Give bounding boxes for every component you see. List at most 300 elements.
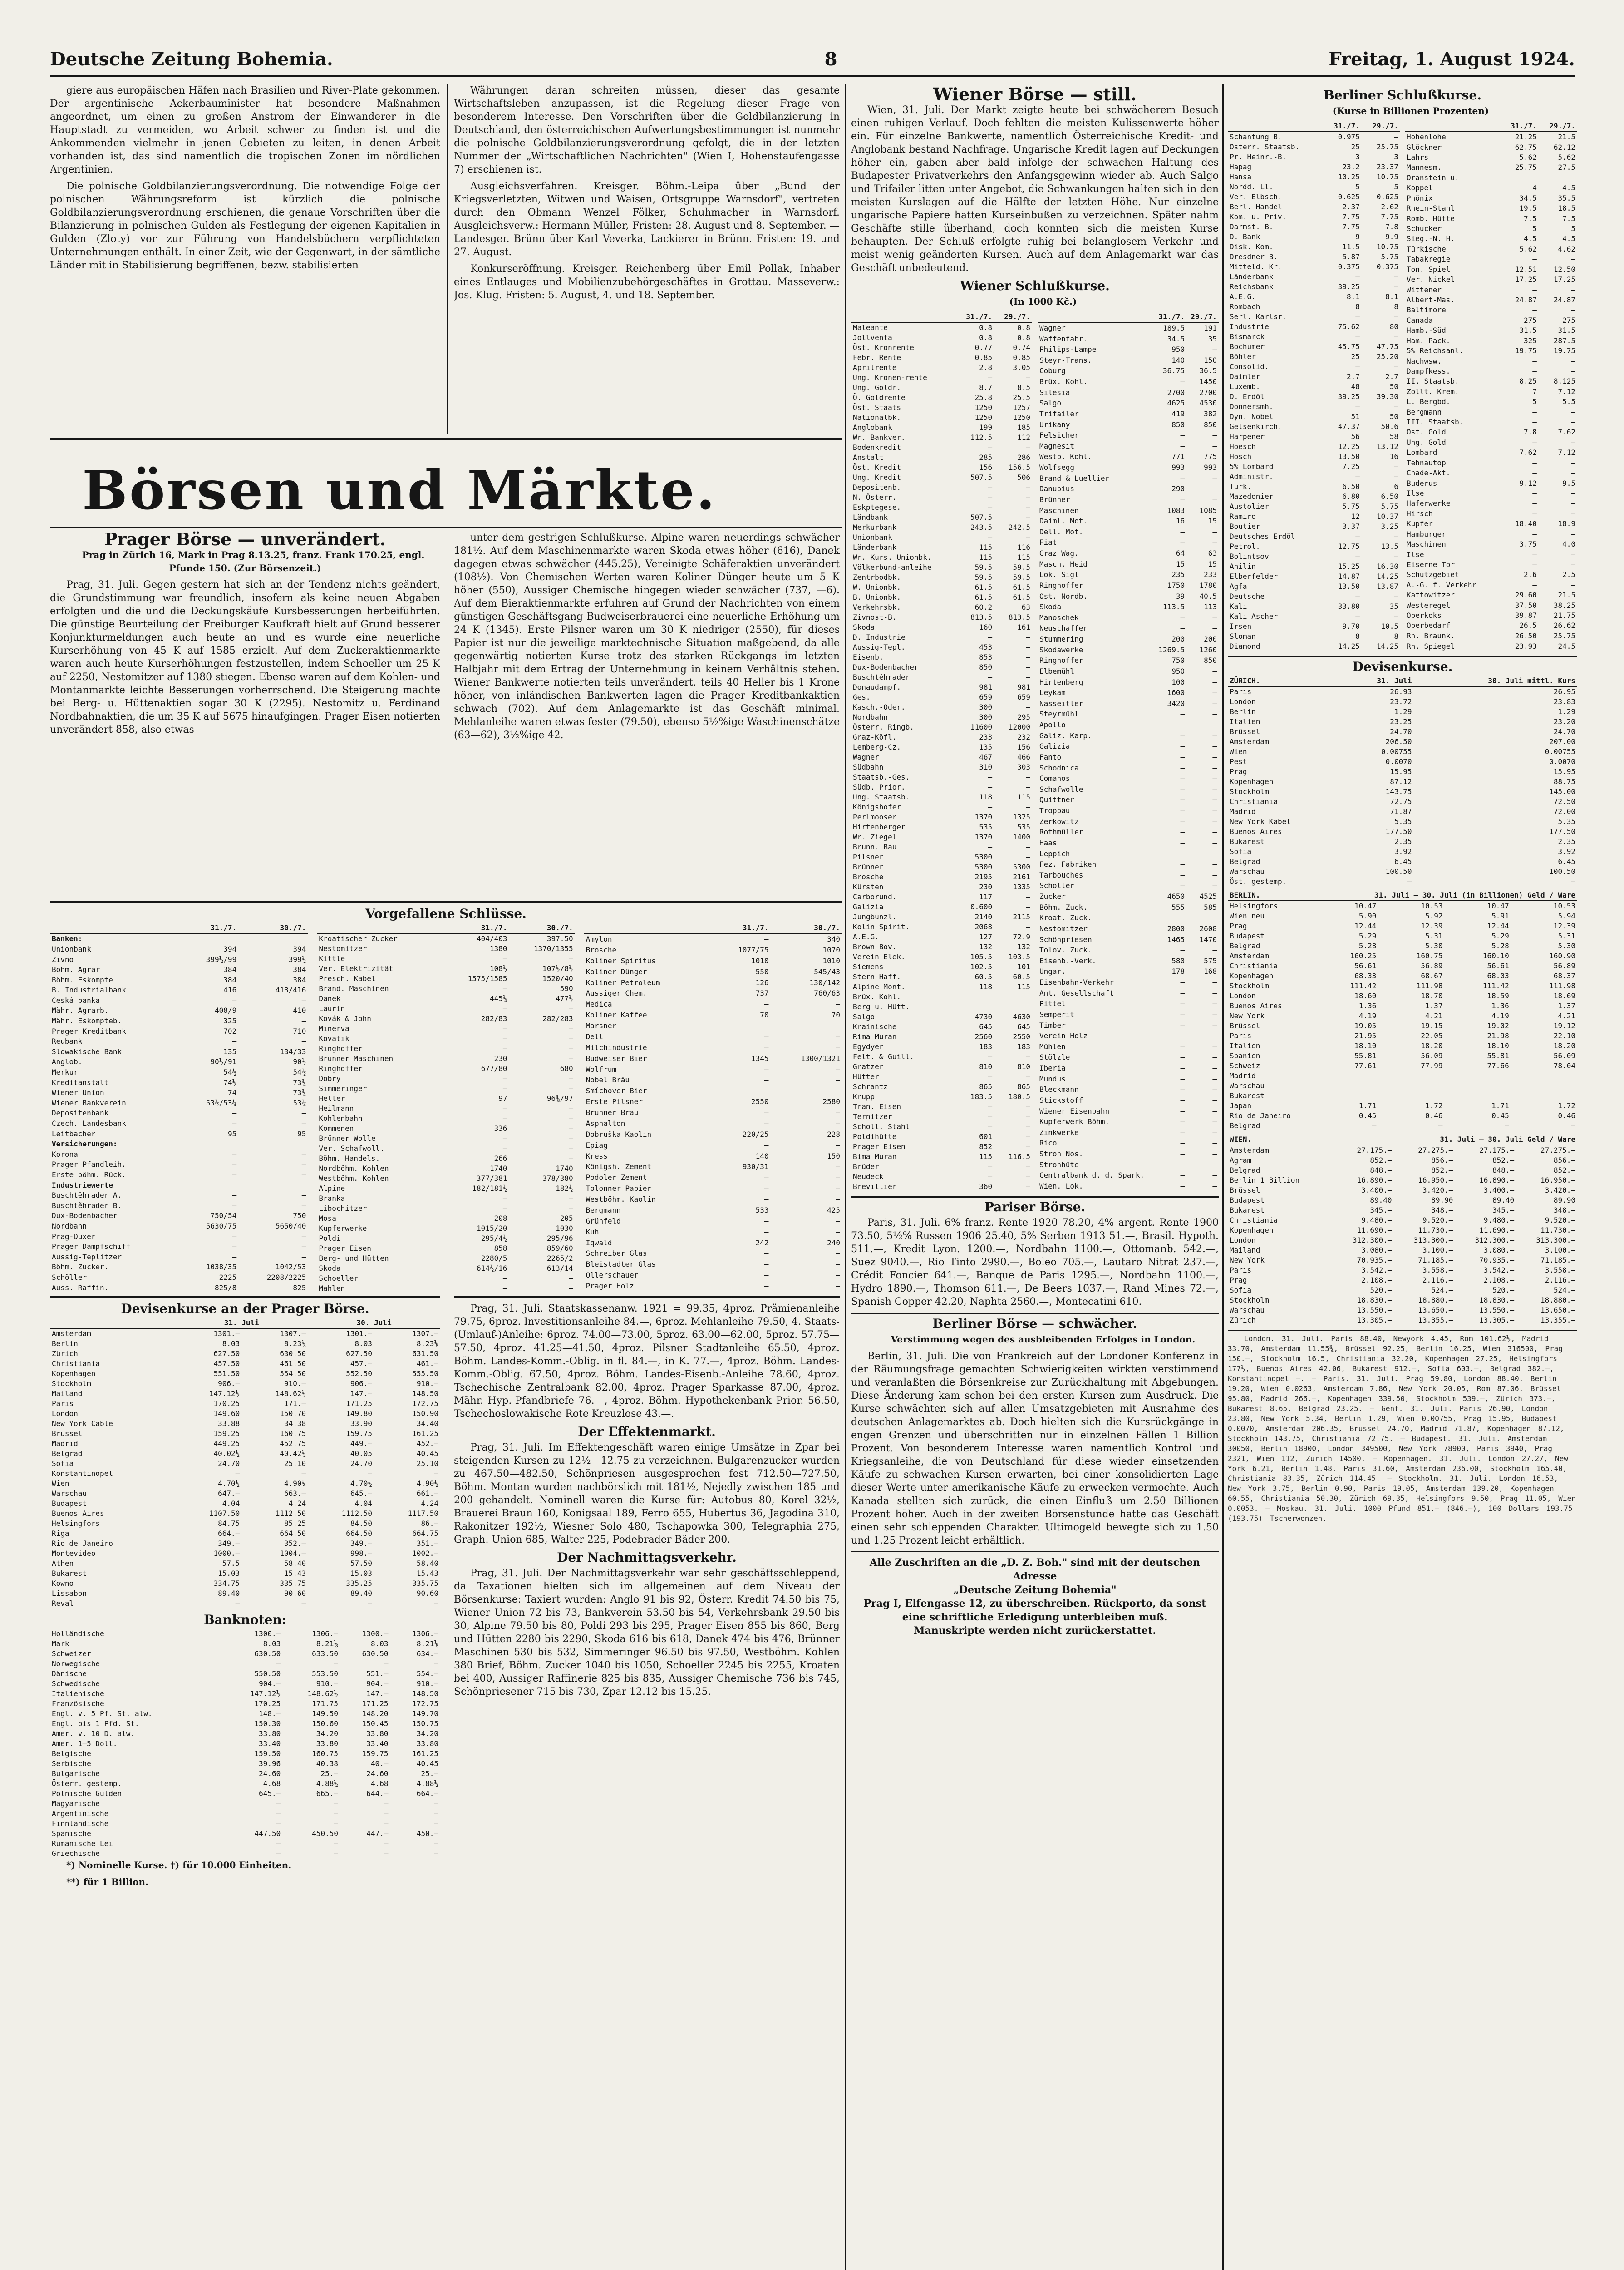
row-value: 2550 [1013, 1032, 1030, 1041]
row-value: — [836, 1271, 840, 1280]
row-value: 13.550.— [1357, 1306, 1392, 1314]
row-label: Laurin [319, 1004, 345, 1013]
row-value: 3.542.— [1483, 1266, 1515, 1274]
row-value: 15 [1176, 559, 1185, 568]
table-row [1405, 265, 1577, 275]
row-value: — [1571, 458, 1575, 467]
row-value: — [1212, 1064, 1217, 1072]
row-label: Koliner Spiritus [586, 956, 656, 965]
row-value: 910.— [416, 1679, 438, 1688]
row-value: 10.53 [1421, 902, 1443, 910]
row-value: 149.50 [312, 1709, 338, 1718]
row-value: — [276, 1809, 281, 1818]
row-value: — [1180, 913, 1185, 923]
table-row [1405, 549, 1577, 559]
row-value: — [1180, 1074, 1185, 1083]
row-value: — [1212, 913, 1217, 923]
table-row [1228, 1285, 1577, 1295]
row-value: 57.5 [222, 1559, 240, 1568]
row-value: — [569, 1034, 573, 1043]
row-label: Ung. Kredit [853, 473, 901, 482]
table-row [1038, 1116, 1219, 1127]
table-row [1038, 1009, 1219, 1020]
row-value: 12 [1351, 512, 1360, 521]
row-label: Aussig-Tepl. [853, 643, 906, 651]
row-label: New York Kabel [1230, 817, 1291, 826]
row-value: 384 [293, 975, 306, 984]
row-value: 5.75 [1342, 502, 1360, 511]
row-value: 404/403 [477, 934, 507, 943]
row-label: 5% Reichsanl. [1407, 346, 1464, 355]
row-value: 7.62 [1558, 428, 1575, 437]
row-value: 295 [1017, 713, 1030, 721]
row-value: 266 [494, 1154, 507, 1163]
row-value: — [836, 1086, 840, 1096]
row-value: 4530 [1199, 399, 1217, 408]
table-row [1228, 562, 1400, 572]
table-row [50, 1262, 308, 1273]
row-value: 3.400.— [1361, 1186, 1392, 1194]
row-label: Danek [319, 994, 341, 1003]
table-row [851, 543, 1032, 553]
row-value: 447.— [366, 1829, 389, 1838]
table-row [1228, 272, 1400, 282]
row-value: 2280/5 [481, 1254, 507, 1263]
row-value: 10.47 [1354, 902, 1377, 910]
row-value: 115 [1017, 553, 1030, 562]
table-row [317, 994, 575, 1004]
row-label: Grünfeld [586, 1216, 621, 1225]
row-label: Kopenhagen [1230, 972, 1274, 980]
row-value: 60.5 [974, 972, 993, 981]
row-label: Anstalt [853, 453, 884, 462]
prague-currency-block [50, 1296, 440, 2270]
row-label: Industrie [1230, 322, 1269, 331]
row-value: 148.— [259, 1709, 281, 1718]
row-value: — [1372, 1081, 1377, 1090]
row-value: 4.04 [222, 1499, 240, 1508]
row-label: Oberkoks [1407, 611, 1442, 620]
row-value: 7.5 [1562, 214, 1575, 223]
row-value: — [301, 1242, 306, 1251]
row-value: 25 [1351, 143, 1360, 151]
row-value: 1465 [1167, 935, 1185, 944]
row-value: 865 [979, 1082, 993, 1091]
row-value: — [1180, 1064, 1185, 1072]
row-value: 7.12 [1558, 448, 1575, 457]
row-value: — [1212, 699, 1217, 708]
row-label: Königshofer [853, 803, 901, 811]
row-label: Berlin [52, 1339, 78, 1348]
table-row [1228, 1265, 1577, 1275]
row-label: Stickstoff [1039, 1096, 1083, 1105]
row-value: — [569, 1074, 573, 1083]
row-value: 1600 [1167, 688, 1185, 697]
table-row [50, 1190, 308, 1201]
table-row [1228, 1255, 1577, 1265]
berlin-subheading: Verstimmung wegen des ausbleibenden Erfolges in London. [891, 1334, 1196, 1345]
row-value: 7.25 [1342, 462, 1360, 471]
row-value: 5630/75 [206, 1221, 237, 1230]
row-value: 2608 [1199, 924, 1217, 933]
row-value: 22.05 [1421, 1031, 1443, 1040]
row-value: 287.5 [1553, 336, 1575, 345]
row-value: — [301, 1599, 306, 1608]
row-value: 50.6 [1381, 422, 1398, 431]
row-label: Böhm. Handels. [319, 1154, 380, 1163]
table-row [1228, 572, 1400, 582]
row-value: 39 [1176, 592, 1185, 601]
row-value: — [232, 1037, 237, 1046]
table-row [1038, 741, 1219, 752]
row-label: Podoler Zement [586, 1173, 647, 1182]
table-row [1038, 720, 1219, 730]
row-value: — [1026, 992, 1030, 1001]
row-value: 11.690.— [1357, 1226, 1392, 1234]
row-label: Böhm. Zucker. [52, 1263, 109, 1272]
row-value: 147.— [366, 1689, 389, 1698]
table-row [1228, 807, 1577, 817]
row-value: — [1571, 1081, 1575, 1090]
row-value: — [988, 1072, 993, 1081]
row-value: — [1212, 752, 1217, 761]
banknotes-heading: Banknoten: [203, 1612, 287, 1627]
row-value: 61.5 [1013, 583, 1030, 592]
row-value: — [232, 1170, 237, 1179]
row-value: 243.5 [970, 523, 993, 532]
table-row [1405, 213, 1577, 223]
row-value: — [569, 1104, 573, 1113]
table-row [317, 954, 575, 964]
table-row [1038, 1063, 1219, 1074]
row-label: Zürich [52, 1349, 78, 1358]
row-value: 35 [1208, 334, 1217, 343]
row-value: — [836, 1184, 840, 1193]
row-value: — [502, 1284, 507, 1293]
table-row [851, 982, 1032, 992]
table-row [1228, 252, 1400, 262]
row-value: 50 [1389, 412, 1398, 421]
column-divider [447, 84, 448, 434]
table-row [50, 1649, 440, 1659]
table-row [1228, 172, 1400, 182]
row-value: 0.375 [1338, 262, 1360, 271]
row-value: 452.75 [280, 1439, 306, 1448]
row-value: 23.2 [1342, 163, 1360, 171]
row-label: Deutsche [1230, 592, 1265, 601]
row-value: 18.59 [1487, 992, 1509, 1000]
row-value: 580 [1171, 956, 1185, 965]
table-row [50, 1819, 440, 1829]
row-label: Stroh Nos. [1039, 1150, 1083, 1158]
row-value: 551.— [366, 1669, 389, 1678]
row-value: 0.0070 [1549, 757, 1575, 766]
table-row [50, 1016, 308, 1026]
table-row [1405, 183, 1577, 193]
berlin-currency-table: BERLIN. 31. Juli — 30. Juli (in Billionen) Geld / Ware Helsingfors 10.47 10.53 10.47 10.53 Wien neu 5.90 5.92 5.91 5.94 Prag 12.44 12.39 12.44 12.39 Budapest 5.29 5.31 5.29 5.31 Belgrad 5.28 5.30 5.28 5.30 Amsterdam 160.25 160.75 160.10 160.90 Christiania 56.61 56.89 56.61 56.89 Kopenhagen 68.33 68.67 68.03 68.37 Stockholm 111.42 111.98 111.42 111.98 London 18.60 18.70 18.59 18.69 Buenos Aires 1.36 1.37 1.36 1.37 New York 4.19 4.21 4.19 4.21 Brüssel 19.05 19.15 19.02 19.12 Paris 21.95 22.05 21.98 22.10 Italien 18.10 18.20 18.10 18.20 Spanien 55.81 56.09 55.81 56.09 Schweiz 77.61 77.99 77.66 78.04 Madrid — — — — Warschau — — — — Bukarest — — — — Japan 1.71 1.72 1.71 1.72 Rio de Janeiro 0.45 0.46 0.45 0.46 Belgrad — — — — [1228, 890, 1577, 1131]
row-value: 58 [1389, 432, 1398, 441]
table-row [851, 1052, 1032, 1062]
row-label: Chade-Akt. [1407, 469, 1451, 478]
row-value: — [1180, 710, 1185, 719]
row-value: — [764, 1076, 769, 1085]
row-value: 126 [755, 978, 769, 987]
row-label: Wiener Eisenbahn [1039, 1106, 1110, 1115]
row-value: — [764, 1108, 769, 1117]
row-value: 408/9 [215, 1006, 237, 1015]
table-row [317, 944, 575, 954]
row-label: Elberfelder [1230, 572, 1278, 581]
row-label: Französische [52, 1699, 104, 1708]
row-value: 172.75 [412, 1399, 438, 1408]
row-value: 664.75 [412, 1529, 438, 1538]
row-value: 552.50 [346, 1369, 373, 1378]
banknotes-table [50, 1629, 440, 1859]
row-value: — [1212, 1042, 1217, 1051]
table-row [584, 1292, 842, 1293]
row-value: — [1571, 407, 1575, 416]
table-row [851, 942, 1032, 952]
row-label: Ringhoffer [1039, 656, 1083, 665]
row-value: 34.40 [416, 1419, 438, 1428]
row-value: 1260 [1199, 645, 1217, 654]
table-row [851, 1112, 1032, 1122]
row-value: — [764, 1271, 769, 1280]
table-row [1405, 448, 1577, 458]
row-value: 852.— [1553, 1166, 1575, 1174]
row-value: 2560 [974, 1032, 993, 1041]
row-value: 1000.— [213, 1549, 240, 1558]
row-value: 16 [1389, 452, 1398, 461]
row-value: 112 [1017, 433, 1030, 442]
row-value: — [1394, 462, 1398, 471]
row-label: Österr. Ringb. [853, 723, 914, 731]
table-row [851, 702, 1032, 712]
row-value: 10.53 [1553, 902, 1575, 910]
row-value: 310 [979, 763, 993, 771]
table-row [50, 1409, 440, 1419]
row-label: Kattowitzer [1407, 591, 1455, 600]
row-label: Belgische [52, 1749, 91, 1758]
row-value: — [502, 954, 507, 963]
row-value: 12.39 [1553, 922, 1575, 930]
row-value: — [1180, 538, 1185, 547]
row-value: — [988, 1162, 993, 1171]
row-value: 384 [223, 975, 237, 984]
row-label: Berg- und Hütten [319, 1254, 389, 1263]
prague-report-1: Prag, 31. Juli. Gegen gestern hat sich an der Tendenz nichts geändert, die Grundstimmung war freundlich, insofern als keine neuen Abgaben erfolgten und die und die Deckungskäufe Kursbesserungen herbeiführten. Die günstige Beurteilung der Freiburger Kaufkraft hielt auf Grund besserer Konjunkturmeldungen auch heute an und es wurde eine neuerliche Kurserhöhung von 45 K auf 1585 erzielt. Auf dem Zuckeraktienmarkte waren auch heute Kurserhöhungen festzustellen, indem Schoeller um 25 K auf 2250, Nestomitzer auf 1380 stiegen. Ebenso waren auf dem Kohlen- und Montanmarkte leichte Besserungen vorherrschend. Die Steigerung machte bei Berg- u. Hüttenaktien sogar 30 K (2295). Nestomitz u. Ferdinand Nordbahnaktien, die um 35 K auf 5675 hinaufgingen. Prager Eisen notierten unverändert 858, also etwas [50, 579, 440, 735]
table-row [851, 932, 1032, 942]
table-row [851, 742, 1032, 752]
table-row [50, 1429, 440, 1439]
table-row [1228, 202, 1400, 212]
row-value: — [1212, 731, 1217, 740]
row-label: Dobruška Kaolin [586, 1130, 652, 1139]
row-value: 230 [979, 883, 993, 891]
row-value: 659 [1017, 693, 1030, 701]
row-label: Brüssel [52, 1429, 83, 1438]
row-value: 325 [1523, 336, 1537, 345]
row-value: — [1026, 493, 1030, 502]
table-row [584, 1096, 842, 1107]
table-row [1228, 707, 1577, 717]
row-value: — [1212, 1150, 1217, 1158]
bonds-and-effects [454, 1296, 840, 2270]
row-value: 89.40 [350, 1589, 373, 1598]
berlin-closing-unit: (Kurse in Billionen Prozenten) [1332, 105, 1489, 116]
table-row [851, 493, 1032, 503]
table-row [1228, 961, 1577, 971]
row-value: 853 [979, 653, 993, 661]
row-value: 1335 [1013, 883, 1030, 891]
row-value: — [502, 1194, 507, 1203]
row-value: 23.25 [1390, 717, 1412, 726]
row-value: 172.75 [412, 1699, 438, 1708]
table-row [50, 1749, 440, 1759]
row-value: 633.50 [312, 1649, 338, 1658]
row-value: — [764, 934, 769, 943]
prague-heading: Prager Börse — unverändert. [104, 529, 386, 549]
row-value: 156 [1017, 743, 1030, 751]
row-value: 17.25 [1553, 275, 1575, 284]
row-value: 5.75 [1381, 502, 1398, 511]
row-value: 7.12 [1558, 387, 1575, 396]
row-label: Hapag [1230, 163, 1252, 171]
row-value: 33.40 [366, 1739, 389, 1748]
table-row [50, 954, 308, 965]
row-label: Ver. Elbsch. [1230, 192, 1282, 201]
row-value: 25.20 [1376, 352, 1398, 361]
row-label: Schoeller [319, 1274, 359, 1283]
table-row [50, 1739, 440, 1749]
row-value: 10.75 [1376, 173, 1398, 181]
row-label: II. Staatsb. [1407, 377, 1459, 386]
table-row [1038, 752, 1219, 763]
row-value: — [988, 373, 993, 382]
table-row [1405, 641, 1577, 651]
row-value: — [1180, 1021, 1185, 1030]
row-label: Dampfkess. [1407, 366, 1451, 375]
row-value: 240 [827, 1238, 840, 1247]
row-value: — [1026, 783, 1030, 791]
table-row [1038, 795, 1219, 806]
bond-prices: Prag, 31. Juli. Staatskassenanw. 1921 = 99.35, 4proz. Prämienanleihe 79.75, 6proz. Investitionsanleihe 84.—, 6proz. Mehlanleihe 79.50, 4. Staats-(Umlauf-)Anleihe: 6proz. 74.00—73.00, 5proz. 63.00—62.00, 5proz. 57.75—57.50, 4proz. 41.25—41.50, 4proz. Pilsner Stadtanleihe 65.50, 4proz. Böhm. Landes-Komm.-Oblig. in fl. 84.—, in K. 77.—, 4proz. Böhm. Landes-Komm.-Oblig. 67.50, 4proz. Böhm. Landes-Eisenb.-Anleihe 78.60, 4proz. Tschechische Zentralbank 82.00, 4proz. Prager Sparkasse 87.00, 4proz. Mähr. Hyp.-Pfandbriefe 76.—, 4proz. Böhm. Hypothekenbank Prior. 56.50, Tschechoslowakische Rote Kreuzlose 43.—. [454, 1303, 840, 1420]
table-row [1228, 232, 1400, 242]
row-value: 171.25 [362, 1699, 389, 1708]
table-row [1038, 548, 1219, 559]
row-value: — [301, 1037, 306, 1046]
row-value: 645.— [259, 1789, 281, 1798]
row-value: 9.12 [1519, 479, 1537, 488]
row-value: — [1212, 1128, 1217, 1137]
table-row [1228, 1101, 1577, 1111]
row-label: Prag [1230, 1276, 1247, 1284]
row-value: 8 [1394, 302, 1398, 311]
table-row [1405, 254, 1577, 264]
row-value: — [988, 1052, 993, 1061]
row-label: Boutier [1230, 522, 1260, 531]
row-value: 86.— [421, 1519, 438, 1528]
table-row [1405, 621, 1577, 631]
row-value: — [301, 1109, 306, 1118]
row-value: — [1180, 431, 1185, 440]
row-value: 7.62 [1519, 448, 1537, 457]
row-value: 349.— [350, 1539, 373, 1548]
row-value: 852 [979, 1142, 993, 1151]
row-value: 360 [979, 1182, 993, 1191]
table-row [1228, 462, 1400, 472]
row-value: 461.— [416, 1359, 438, 1368]
row-value: — [1355, 592, 1360, 601]
row-value: 644.— [366, 1789, 389, 1798]
row-value: 775 [1204, 452, 1217, 461]
row-label: Jungbunzl. [853, 913, 897, 921]
row-value: 0.00755 [1381, 747, 1412, 756]
row-value: 161.25 [412, 1429, 438, 1438]
row-value: 62.75 [1515, 143, 1537, 152]
table-row [1038, 462, 1219, 473]
table-row [584, 1140, 842, 1151]
row-label: Poldi [319, 1234, 341, 1243]
row-value: 1370 [974, 833, 993, 841]
row-value [238, 1180, 308, 1190]
row-label: Stummering [1039, 635, 1083, 643]
row-label: Nestomitzer [319, 944, 367, 953]
row-label: Krainische [853, 1022, 897, 1031]
row-value: 140 [1171, 355, 1185, 365]
row-value: 325 [223, 1017, 237, 1026]
row-value: — [1212, 624, 1217, 633]
row-value: 18.10 [1487, 1041, 1509, 1050]
editorial-notice: Alle Zuschriften an die „D. Z. Boh." sind mit der deutschen Adresse „Deutsche Zeitung Bohemia" Prag I, Elfengasse 12, zu überschreiben. Rückporto, da sonst eine schriftliche Erledigung unterbleiben muß. Manuskripte werden nicht zurückerstattet. [851, 1551, 1219, 1638]
row-value: 200 [1171, 635, 1185, 643]
row-label: Kohlenbahn [319, 1114, 363, 1123]
row-label: New York [1230, 1012, 1265, 1020]
row-value: 180.5 [1008, 1092, 1030, 1101]
row-value: — [1355, 332, 1360, 341]
table-row [1405, 244, 1577, 254]
row-value: — [1394, 332, 1398, 341]
row-value: 72.00 [1553, 807, 1575, 816]
table-row [851, 1122, 1032, 1132]
row-value: — [502, 1204, 507, 1213]
row-label: Libochitzer [319, 1204, 367, 1213]
row-value: — [334, 1839, 338, 1848]
row-label: Steyrmühl [1039, 710, 1079, 719]
row-value: — [988, 533, 993, 542]
row-value: 24.60 [259, 1769, 281, 1778]
row-label: Silesia [1039, 388, 1070, 397]
row-value: 25.8 [974, 393, 993, 402]
row-value: 100 [1171, 677, 1185, 686]
row-value: — [988, 493, 993, 502]
table-row [1405, 326, 1577, 336]
row-value: 12.51 [1515, 265, 1537, 274]
row-value: 160.75 [312, 1749, 338, 1758]
bankruptcy-opening: Konkurseröffnung. Kreisger. Reichenberg über Emil Pollak, Inhaber eines Entlauges und Mobilienzubehörgeschäftes in Grottau. Masseverw.: Jos. Klug. Fristen: 5. August, 4. und 18. September. [454, 263, 840, 301]
row-label: Bismarck [1230, 332, 1265, 341]
table-row [1405, 407, 1577, 417]
row-value: 1300.— [362, 1629, 389, 1638]
row-label: Febr. Rente [853, 353, 901, 362]
table-row [851, 762, 1032, 772]
table-row [317, 1194, 575, 1204]
row-value: — [1180, 795, 1185, 804]
table-row [50, 1067, 308, 1078]
row-value: — [836, 1249, 840, 1258]
table-row [1038, 763, 1219, 774]
row-value: 507.5 [970, 473, 993, 482]
